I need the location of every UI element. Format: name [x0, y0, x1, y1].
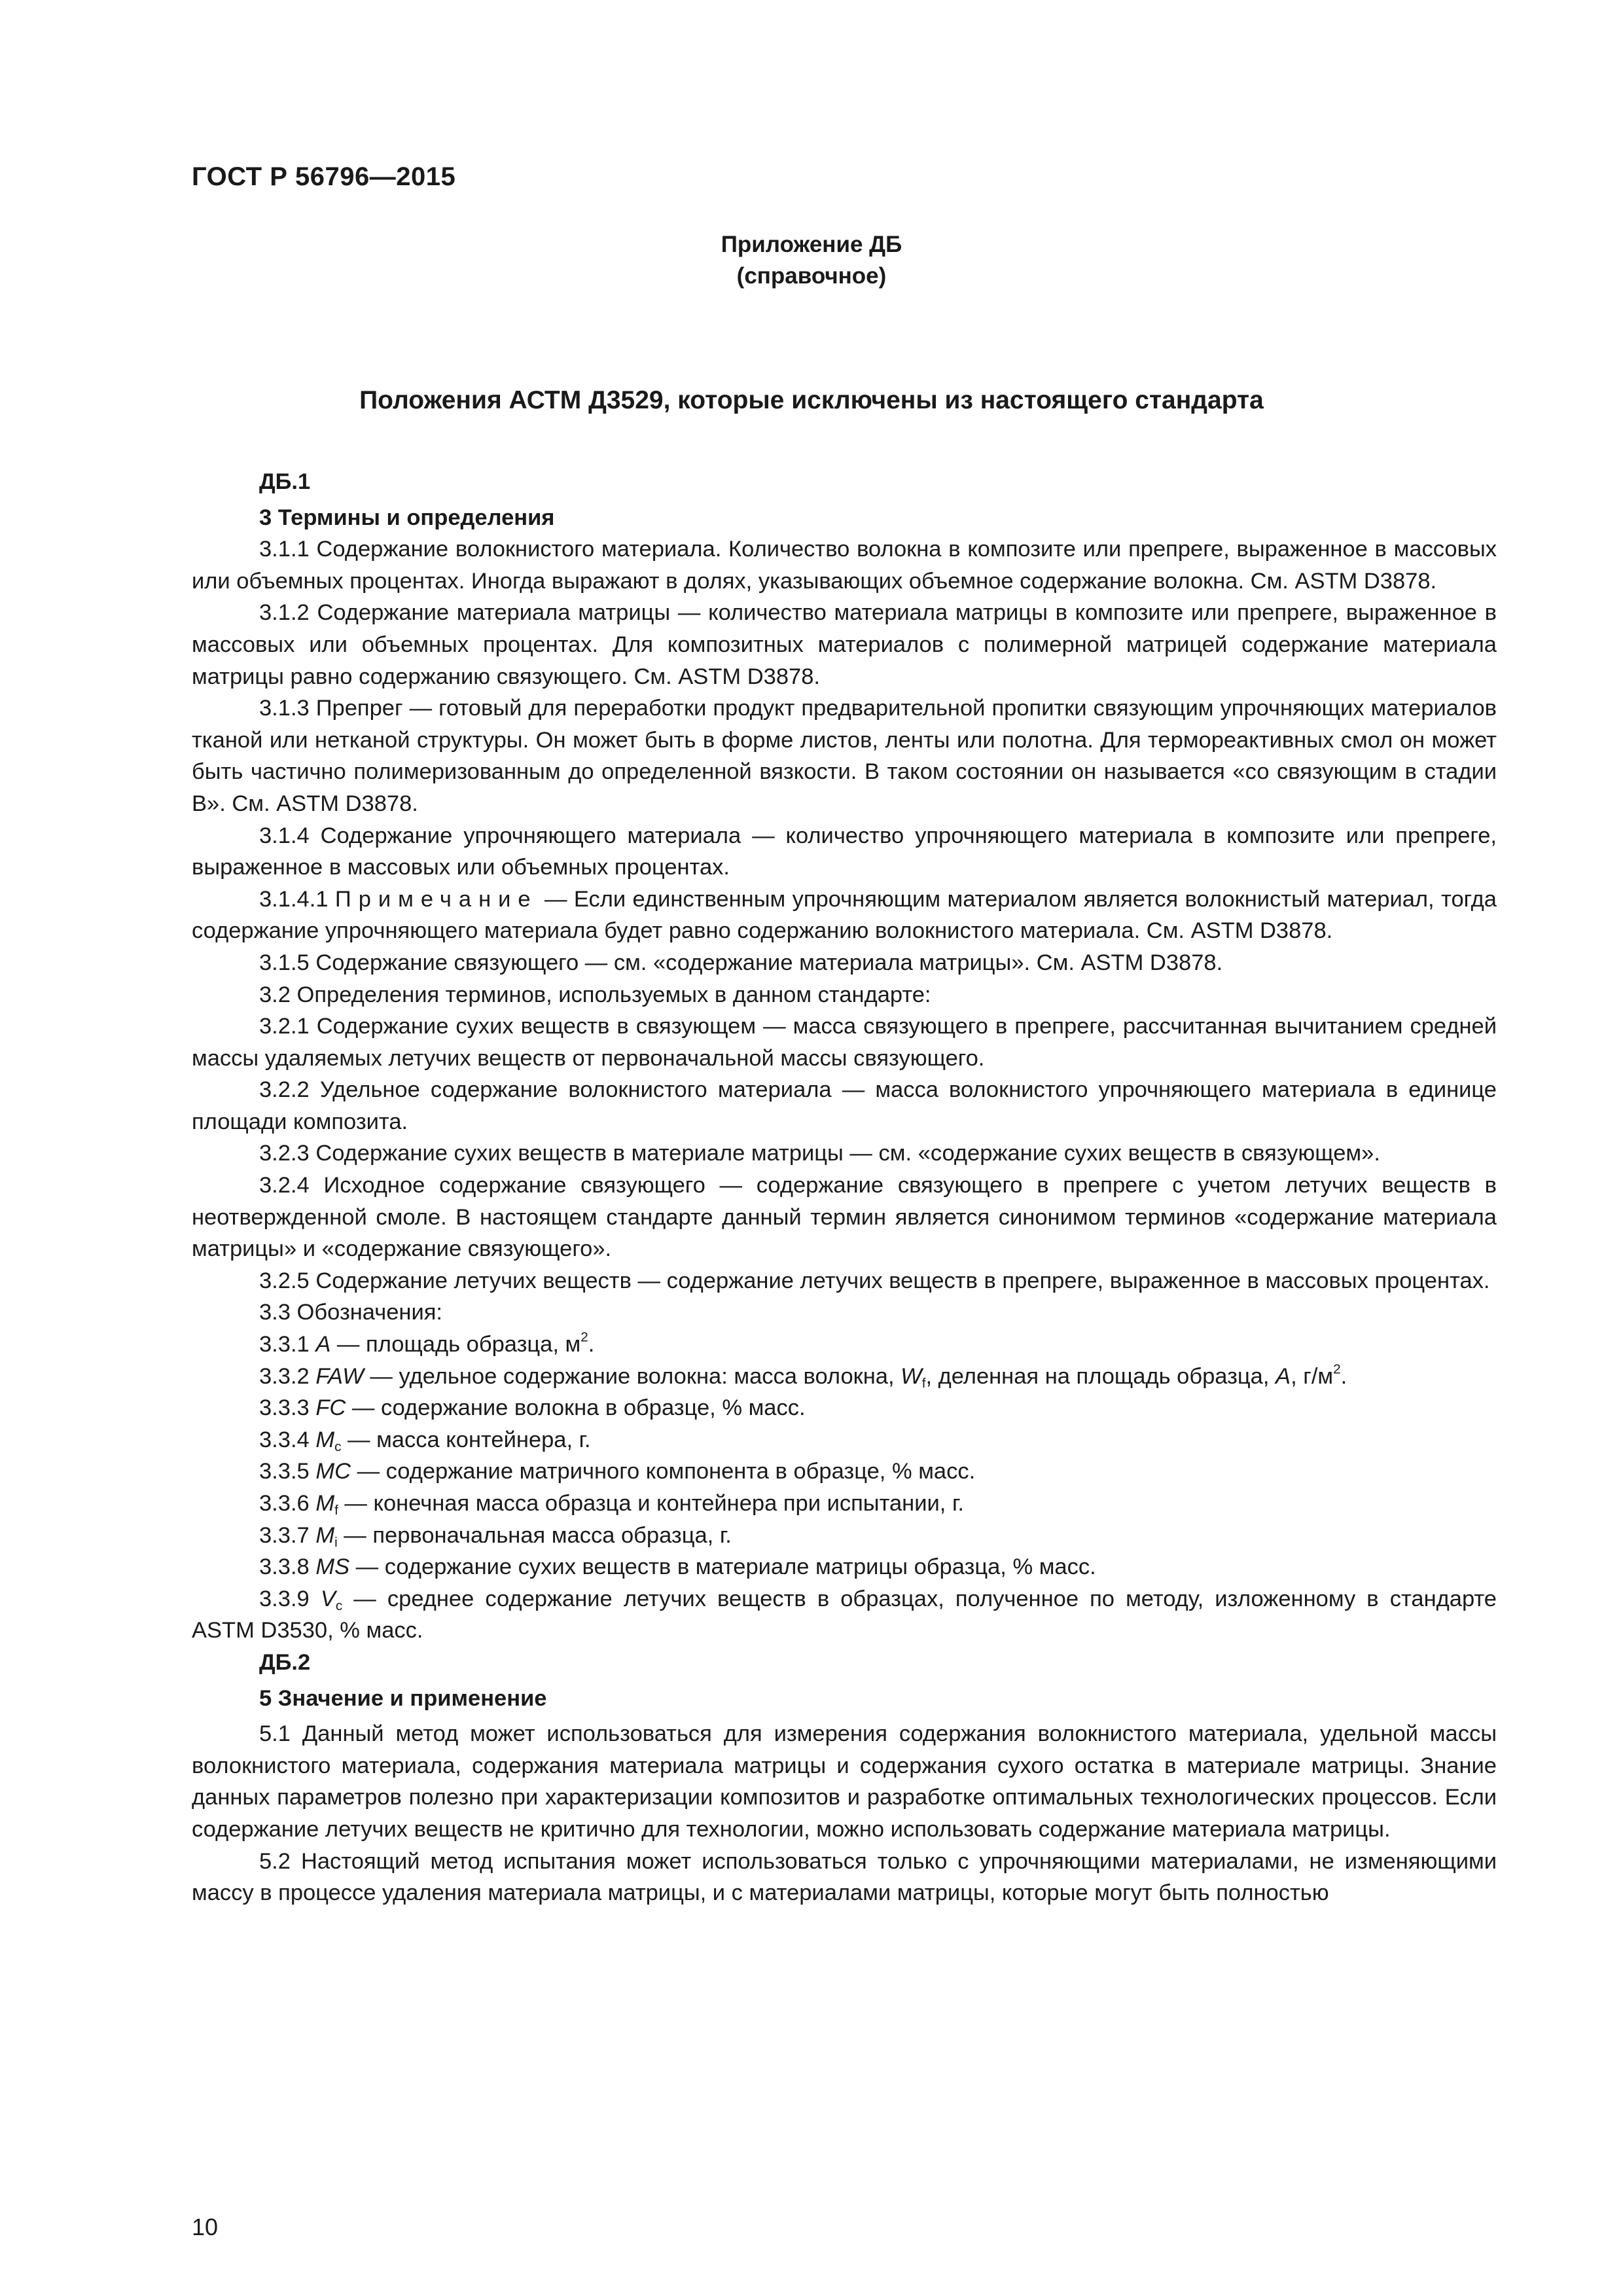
symbol-text: — содержание матричного компонента в образце, % масс.: [350, 1459, 976, 1484]
symbol-end: .: [1340, 1363, 1347, 1389]
symbol-text: — удельное содержание волокна: масса волокна,: [363, 1363, 901, 1389]
paragraph-3-1-4: 3.1.4 Содержание упрочняющего материала — количество упрочняющего материала в композите или препреге, выраженное в массовых или объемных процентах.: [192, 823, 1497, 880]
symbol-number: 3.3.7: [259, 1522, 316, 1548]
section-title-terms: 3 Термины и определения: [259, 505, 555, 530]
document-body: [192, 466, 1497, 1909]
paragraph-3-2-2: 3.2.2 Удельное содержание волокнистого материала — масса волокнистого упрочняющего материала в единице площади композита.: [192, 1077, 1497, 1134]
note-label: Примечание: [334, 886, 538, 912]
symbol: W: [901, 1363, 922, 1389]
symbol: M: [315, 1491, 335, 1516]
symbol-text: — площадь образца, м: [330, 1332, 581, 1357]
symbol-number: 3.3.5: [259, 1459, 316, 1484]
symbol: A: [1275, 1363, 1291, 1389]
paragraph-3-1-1: 3.1.1 Содержание волокнистого материала. Количество волокна в композите или препреге, выраженное в массовых или объемных процентах. Иногда выражают в долях, указывающих объемное содержание волокна. См. ASTM D3878.: [192, 537, 1497, 594]
symbol-number: 3.3.1: [259, 1332, 316, 1357]
note-text: — Если единственным упрочняющим материалом является волокнистый материал, тогда содержание упрочняющего материала будет равно содержанию волокнистого материала. См. ASTM D3878.: [192, 886, 1497, 944]
symbol-3-3-8: [192, 1551, 1497, 1583]
symbol-3-3-3: [192, 1392, 1497, 1424]
symbol: V: [320, 1586, 336, 1611]
subscript: f: [921, 1375, 926, 1391]
paragraph-3-2-5: 3.2.5 Содержание летучих веществ — содержание летучих веществ в препреге, выраженное в массовых процентах.: [259, 1268, 1490, 1293]
paragraph-3-1-5: 3.1.5 Содержание связующего — см. «содержание материала матрицы». См. ASTM D3878.: [259, 950, 1223, 975]
symbol: M: [315, 1522, 335, 1548]
symbol-text: — первоначальная масса образца, г.: [337, 1522, 732, 1548]
symbol-3-3-5: [192, 1456, 1497, 1488]
paragraph-3-1-3: 3.1.3 Препрег — готовый для переработки продукт предварительной пропитки связующим упрочняющих материалов тканой или нетканой структуры. Он может быть в форме листов, ленты или полотна. Для термореактивных смол он может быть частично полимеризованным до определенной вязкости. В таком состоянии он называется «со связующим в стадии В». См. ASTM D3878.: [192, 696, 1497, 816]
symbol-3-3-7: [192, 1520, 1497, 1552]
symbol-3-3-6: [192, 1488, 1497, 1520]
section-title-significance: 5 Значение и применение: [259, 1685, 547, 1711]
symbol: FAW: [315, 1363, 364, 1389]
subscript: f: [334, 1503, 338, 1518]
symbol-3-3-1: [192, 1329, 1497, 1361]
symbol: M: [315, 1427, 335, 1452]
paragraph-3-2: 3.2 Определения терминов, используемых в данном стандарте:: [259, 982, 931, 1007]
paragraph-3-1-2: 3.1.2 Содержание материала матрицы — количество материала матрицы в композите или препреге, выраженное в массовых или объемных процентах. Для композитных материалов с полимерной матрицей содержание материала матрицы равно содержанию связующего. См. ASTM D3878.: [192, 600, 1497, 689]
symbol-3-3-4: [192, 1424, 1497, 1456]
symbol-3-3-2: [192, 1361, 1497, 1393]
symbol: FC: [315, 1395, 346, 1421]
symbol-number: 3.3.6: [259, 1491, 316, 1516]
subscript: c: [334, 1439, 342, 1455]
main-title: Положения АСТМ Д3529, которые исключены из настоящего стандарта: [359, 386, 1264, 414]
symbol: MC: [315, 1459, 351, 1484]
subscript: i: [334, 1534, 338, 1550]
paragraph-5-1: 5.1 Данный метод может использоваться для измерения содержания волокнистого материала, удельной массы волокнистого материала, содержания материала матрицы и содержания сухого остатка в материале матрицы. Знание данных параметров полезно при характеризации композитов и разработке оптимальных технологических процессов. Если содержание летучих веществ не критично для технологии, можно использовать содержание материала матрицы.: [192, 1721, 1497, 1842]
symbol: MS: [315, 1554, 350, 1580]
page-number: 10: [192, 2214, 219, 2240]
symbol-end: .: [588, 1332, 595, 1357]
paragraph-3-2-4: 3.2.4 Исходное содержание связующего — содержание связующего в препреге с учетом летучих веществ в неотвержденной смоле. В настоящем стандарте данный термин является синонимом терминов «содержание материала матрицы» и «содержание связующего».: [192, 1173, 1497, 1262]
paragraph-3-2-1: 3.2.1 Содержание сухих веществ в связующем — масса связующего в препреге, рассчитанная вычитанием средней массы удаляемых летучих веществ от первоначальной массы связующего.: [192, 1014, 1497, 1071]
symbol-text: , деленная на площадь образца,: [925, 1363, 1276, 1389]
superscript: 2: [1333, 1361, 1341, 1377]
section-label-db1: ДБ.1: [259, 469, 311, 494]
symbol-number: 3.3.3: [259, 1395, 316, 1421]
symbol-text: — масса контейнера, г.: [341, 1427, 591, 1452]
paragraph-5-2: 5.2 Настоящий метод испытания может использоваться только с упрочняющими материалами, не изменяющими массу в процессе удаления материала матрицы, и с материалами матрицы, которые могут быть полностью: [192, 1848, 1497, 1906]
symbol-3-3-9: [192, 1583, 1497, 1647]
annex-title: Приложение ДБ: [721, 232, 902, 257]
annex-subtitle: (справочное): [736, 263, 887, 289]
symbol-number: 3.3.2: [259, 1363, 316, 1389]
superscript: 2: [580, 1329, 588, 1345]
symbol-number: 3.3.9: [259, 1586, 321, 1611]
subscript: c: [335, 1598, 343, 1613]
note-number: 3.1.4.1: [259, 886, 329, 912]
annex-heading: [0, 229, 1623, 292]
paragraph-3-2-3: 3.2.3 Содержание сухих веществ в материале матрицы — см. «содержание сухих веществ в связующем».: [259, 1141, 1380, 1166]
symbol: A: [315, 1332, 331, 1357]
symbol-text: — конечная масса образца и контейнера при испытании, г.: [338, 1491, 964, 1516]
symbol-text: — содержание волокна в образце, % масс.: [346, 1395, 806, 1421]
symbol-text: — среднее содержание летучих веществ в образцах, полученное по методу, изложенному в стандарте ASTM D3530, % масс.: [192, 1586, 1497, 1643]
paragraph-3-3: 3.3 Обозначения:: [259, 1300, 442, 1325]
symbol-number: 3.3.4: [259, 1427, 316, 1452]
symbol-number: 3.3.8: [259, 1554, 316, 1580]
section-label-db2: ДБ.2: [259, 1649, 311, 1675]
paragraph-3-1-4-1: [192, 884, 1497, 947]
document-code: ГОСТ Р 56796—2015: [192, 162, 456, 191]
symbol-text: — содержание сухих веществ в материале матрицы образца, % масс.: [349, 1554, 1096, 1580]
symbol-text: , г/м: [1291, 1363, 1334, 1389]
